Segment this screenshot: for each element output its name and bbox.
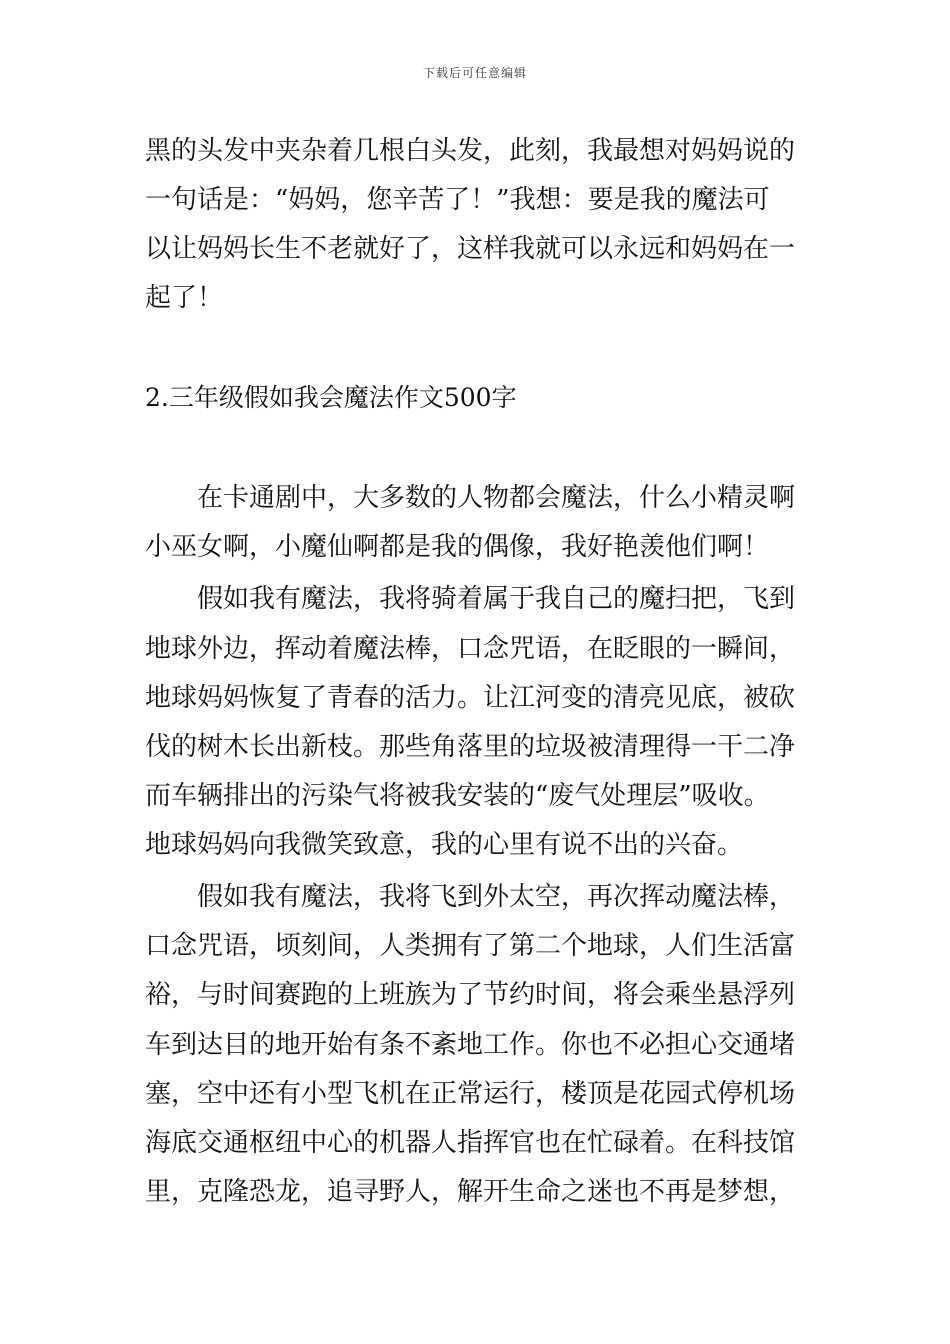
paragraph-line: 黑的头发中夹杂着几根白头发，此刻，我最想对妈妈说的	[145, 136, 796, 166]
paragraph-line: 车到达目的地开始有条不紊地工作。你也不必担心交通堵	[145, 1030, 796, 1060]
paragraph-line: 塞，空中还有小型飞机在正常运行，楼顶是花园式停机场	[145, 1079, 796, 1109]
paragraph-line: 地球妈妈向我微笑致意，我的心里有说不出的兴奋。	[145, 830, 744, 860]
paragraph-line: 里，克隆恐龙，追寻野人，解开生命之迷也不再是梦想，	[145, 1177, 796, 1207]
paragraph-line: 假如我有魔法，我将骑着属于我自己的魔扫把，飞到	[197, 584, 796, 614]
paragraph-line: 地球外边，挥动着魔法棒，口念咒语，在眨眼的一瞬间，	[145, 634, 796, 664]
paragraph-line: 一句话是：“妈妈，您辛苦了！”我想：要是我的魔法可	[145, 185, 770, 215]
paragraph-line: 小巫女啊，小魔仙啊都是我的偶像，我好艳羡他们啊！	[145, 532, 770, 562]
page-header: 下载后可任意编辑	[422, 66, 527, 80]
paragraph-line: 裕，与时间赛跑的上班族为了节约时间，将会乘坐悬浮列	[145, 980, 796, 1010]
paragraph-line: 假如我有魔法，我将飞到外太空，再次挥动魔法棒，	[197, 882, 796, 912]
paragraph-line: 起了！	[145, 283, 224, 313]
section-heading: 2.三年级假如我会魔法作文500字	[145, 383, 517, 412]
paragraph-line: 以让妈妈长生不老就好了，这样我就可以永远和妈妈在一	[145, 234, 796, 264]
paragraph-line: 口念咒语，顷刻间，人类拥有了第二个地球，人们生活富	[145, 931, 796, 961]
paragraph-line: 地球妈妈恢复了青春的活力。让江河变的清亮见底，被砍	[145, 683, 796, 713]
paragraph-line: 伐的树木长出新枝。那些角落里的垃圾被清理得一干二净	[145, 732, 796, 762]
paragraph-line: 在卡通剧中，大多数的人物都会魔法，什么小精灵啊	[197, 483, 796, 513]
paragraph-line: 而车辆排出的污染气将被我安装的“废气处理层”吸收。	[145, 781, 770, 811]
paragraph-line: 海底交通枢纽中心的机器人指挥官也在忙碌着。在科技馆	[145, 1128, 796, 1158]
